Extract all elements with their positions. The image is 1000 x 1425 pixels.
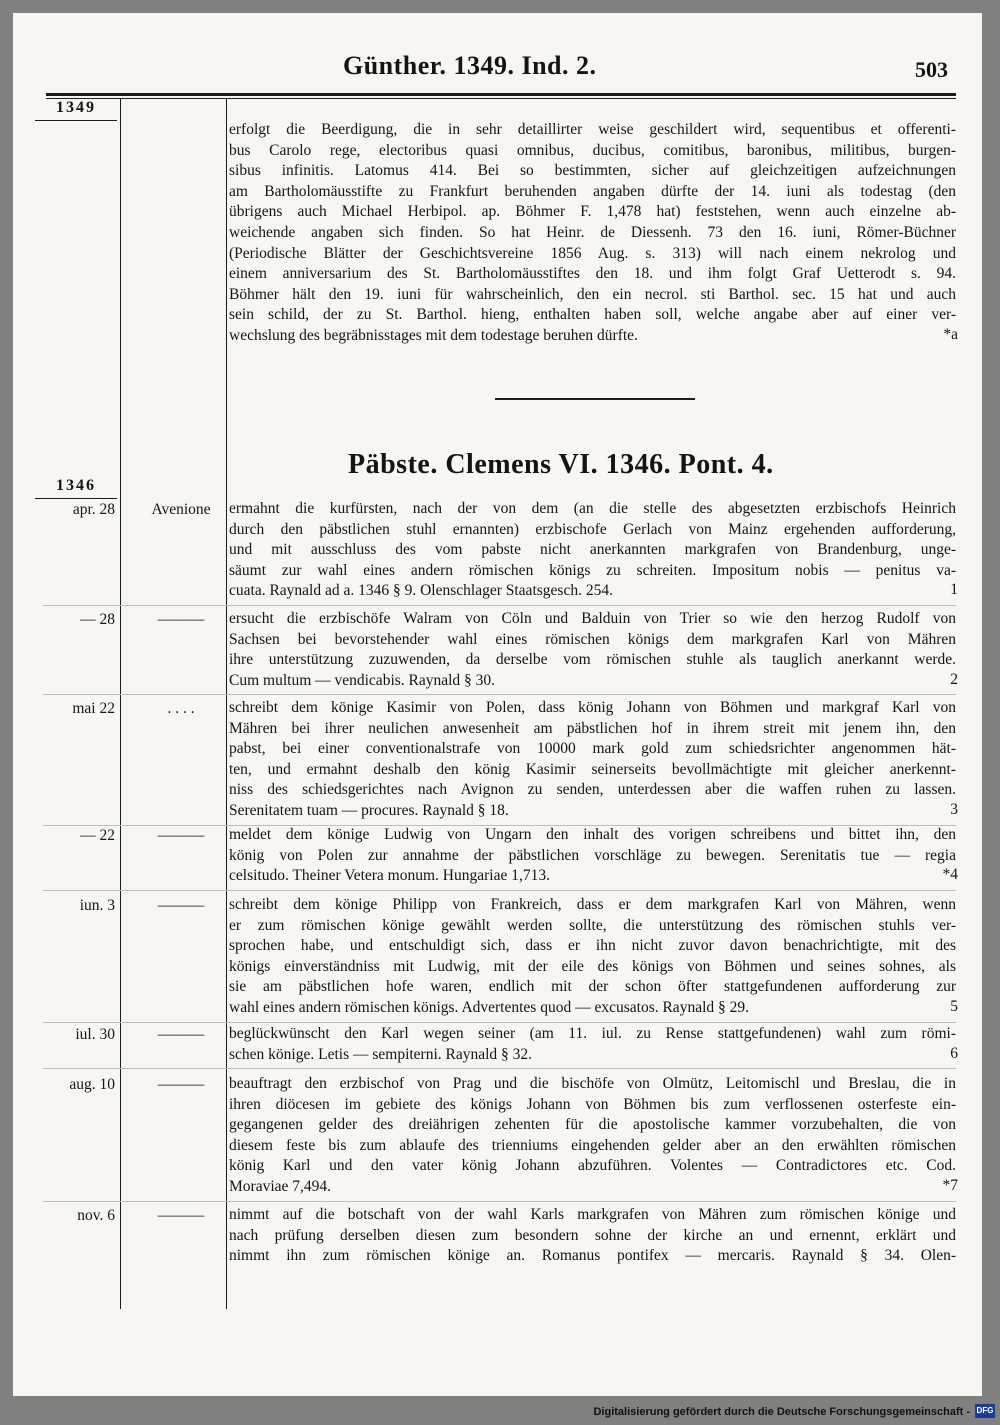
entry-number: 1 — [950, 581, 958, 599]
prev-text-line: sibus infinitis. Latomus 414. Bei so bestimmten, sicher auf gleichzeitigen aufzeichnungen — [229, 162, 956, 180]
entry-place: ——— — [157, 611, 205, 628]
entry-text-line: könig von Polen zur annahme der päbstlichen vorschläge zu bewegen. Serenitatis tue — regia — [229, 846, 956, 864]
entry-text-line: ihre unterstützung zuzuwenden, da derselbe vom römischen stuhle als tauglich anerkannt werde. — [229, 651, 956, 669]
entry-text-line: nach prüfung derselben diesen zum besondern sohne der kirche an und ernennt, erklärt und — [229, 1226, 956, 1244]
entry-separator — [43, 694, 956, 695]
entry-text-line: beauftragt den erzbischof von Prag und die bischöfe von Olmütz, Leitomischl und Breslau, die in — [229, 1075, 956, 1092]
entry-number: 5 — [950, 998, 958, 1015]
entry-date: aug. 10 — [69, 1076, 115, 1093]
entry-text-line: ten, und ermahnt deshalb den könig Kasimir seinerseits bevollmächtigte mit gleicher anerkennt- — [229, 760, 956, 778]
prev-text-line: übrigens auch Michael Herbipol. ap. Böhmer F. 1,478 hat) feststehen, wenn auch einzelne ab- — [229, 203, 956, 221]
entry-text-line: Mähren bei ihrer neulichen anwesenheit am päbstlichen hof in ihrem streit mit jenem ihn, den — [229, 719, 956, 737]
entry-text-line: Moraviae 7,494. — [229, 1178, 332, 1195]
entry-text-line: celsitudo. Theiner Vetera monum. Hungariae 1,713. — [229, 867, 550, 885]
prev-text-line: erfolgt die Beerdigung, die in sehr detaillirter weise geschildert wird, sequentibus et offerenti- — [229, 121, 956, 138]
entry-place: ——— — [157, 1076, 205, 1093]
prev-year-underline — [35, 120, 117, 121]
entry-number: 6 — [950, 1044, 958, 1062]
entry-text-line: sprochen habe, und entschuldigt sich, dass er ihn nicht zuvor davon benachrichtigte, mit des — [229, 937, 956, 955]
dfg-logo: DFG — [975, 1404, 995, 1418]
entry-text-line: königs einverständniss mit Ludwig, mit der eile des königs von Böhmen und seines sohnes, als — [229, 957, 956, 975]
entry-text-line: ersucht die erzbischöfe Walram von Cöln und Balduin von Trier so wie den herzog Rudolf von — [229, 610, 956, 627]
entry-text-line: gegangenen gelder des dreiährigen zehenten für die apostolische kammer vorzubehalten, die von — [229, 1116, 956, 1134]
entry-date: mai 22 — [72, 700, 115, 717]
entry-text-line: Sachsen bei bevorstehender wahl eines römischen königs dem markgrafen Karl von Mähren — [229, 630, 956, 648]
prev-text-line: einem anniversarium des St. Bartholomäusstiftes den 18. und ihm folgt Graf Uetterodt s. 94. — [229, 265, 956, 283]
entry-text-line: Cum multum — vendicabis. Raynald § 30. — [229, 671, 496, 689]
entry-text-line: meldet dem könige Ludwig von Ungarn den inhalt des vorigen schreibens und bittet ihn, den — [229, 826, 956, 843]
entry-number: 3 — [950, 801, 958, 818]
entry-text-line: durch den päbstlichen stuhl ernannten) erzbischofe Gerlach von Mainz ergehenden aufforderung, — [229, 520, 956, 538]
entry-separator — [43, 605, 956, 606]
prev-text-line: sein schild, der zu St. Barthol. hieng, enthalten haben soll, welche angabe aber auf einer ver- — [229, 306, 956, 324]
entry-text-line: könig Karl und den vater könig Johann abzuführen. Volentes — Contradictores etc. Cod. — [229, 1157, 956, 1175]
entry-date: iun. 3 — [79, 897, 115, 914]
entry-text-line: säumt zur wahl eines andern römischen königs zu schreiten. Impositum nobis — penitus va- — [229, 561, 956, 579]
entry-text-line: ermahnt die kurfürsten, nach der von dem (an die stelle des abgesetzten erzbischofs Heinrich — [229, 500, 956, 517]
entry-text-line: diesem feste bis zum ablaufe des trienniums eingehenden gelder aber an den erwählten römischen — [229, 1136, 956, 1154]
entry-date: apr. 28 — [72, 501, 115, 518]
entry-place: ——— — [157, 1207, 205, 1224]
entry-date: — 22 — [80, 827, 115, 844]
entry-text-line: wahl eines andern römischen königs. Advertentes quod — excusatos. Raynald § 29. — [229, 999, 749, 1016]
prev-text-line: wechslung des begräbnisstages mit dem todestage beruhen dürfte. — [229, 327, 638, 344]
entry-place: ——— — [157, 827, 205, 844]
entry-separator — [43, 1068, 956, 1069]
entry-text-line: nimmt auf die botschaft von der wahl Karls markgrafen von Mähren zum römischen könige und — [229, 1206, 956, 1223]
page-number: 503 — [915, 57, 948, 82]
entry-separator — [43, 1022, 956, 1023]
entry-number: *7 — [942, 1177, 958, 1194]
section-year-label: 1346 — [56, 477, 96, 494]
entry-text-line: Serenitatem tuam — procures. Raynald § 18. — [229, 802, 509, 819]
entry-date: iul. 30 — [75, 1026, 115, 1043]
entry-text-line: schen könige. Letis — sempiterni. Raynald § 32. — [229, 1045, 533, 1063]
section-divider — [495, 398, 695, 400]
entry-text-line: schreibt dem könige Philipp von Frankreich, dass er dem markgrafen Karl von Mähren, wenn — [229, 896, 956, 913]
entry-text-line: er zum römischen könige gewählt werden sollte, die unterstützung des römischen stuhls ver- — [229, 916, 956, 934]
entry-number: 2 — [950, 670, 958, 688]
entry-date: — 28 — [80, 611, 115, 628]
entry-place: ——— — [157, 897, 205, 914]
entry-separator — [43, 1201, 956, 1202]
prev-text-line: weichende angaben sich finden. So hat Heinr. de Diessenh. 73 den 16. iuni, Römer-Büchner — [229, 224, 956, 241]
book-page — [13, 13, 982, 1396]
entry-date: nov. 6 — [77, 1207, 115, 1224]
running-header — [13, 51, 982, 91]
entry-place: ——— — [157, 1026, 205, 1043]
entry-text-line: und mit ausschluss des vom pabste nicht anerkannten markgrafen von Brandenburg, unge- — [229, 541, 956, 559]
section-title: Päbste. Clemens VI. 1346. Pont. 4. — [348, 449, 774, 480]
running-title: Günther. 1349. Ind. 2. — [343, 51, 597, 80]
entry-text-line: beglückwünscht den Karl wegen seiner (am 11. iul. zu Rense stattgefundenen) wahl zum römi- — [229, 1025, 956, 1042]
entry-text-line: sie am päbstlichen hofe waren, endlich mit der schon öfter stattgefundenen aufforderung zur — [229, 978, 956, 996]
prev-entry-mark: *a — [943, 326, 958, 343]
section-year-underline — [35, 498, 117, 499]
header-rule-thin — [46, 98, 956, 99]
entry-text-line: ihren diöcesen im gebiete des königs Johann von Böhmen bis zum verflossenen osterfeste ein- — [229, 1095, 956, 1113]
prev-text-line: Böhmer hält den 19. iuni für wahrscheinlich, den ein necrol. sti Barthol. sec. 15 hat und auch — [229, 285, 956, 303]
prev-text-line: (Periodische Blätter der Geschichtsvereine 1856 Aug. s. 313) will nach einem nekrolog und — [229, 244, 956, 262]
prev-year-label: 1349 — [56, 99, 96, 116]
entry-place: . . . . — [167, 700, 195, 717]
footer-credit: Digitalisierung gefördert durch die Deutsche Forschungsgemeinschaft - — [593, 1406, 970, 1418]
entry-separator — [43, 890, 956, 891]
prev-text-line: am Bartholomäusstifte zu Frankfurt beruhenden angaben dürfte der 14. iuni als todestag (den — [229, 182, 956, 200]
entry-text-line: nimmt ihn zum römischen könige an. Romanus pontifex — mercaris. Raynald § 34. Olen- — [229, 1247, 956, 1265]
entry-text-line: cuata. Raynald ad a. 1346 § 9. Olenschlager Staatsgesch. 254. — [229, 582, 613, 600]
entry-text-line: niss des schiedsgerichtes nach Avignon zu senden, unterdessen aber die waffen ruhen zu lassen. — [229, 781, 956, 799]
prev-text-line: bus Carolo rege, electoribus quasi omnibus, ducibus, comitibus, baronibus, militibus, burgen- — [229, 141, 956, 159]
date-column-divider — [120, 99, 121, 1309]
header-rule — [46, 93, 956, 96]
entry-number: *4 — [942, 866, 958, 884]
entry-text-line: schreibt dem könige Kasimir von Polen, dass könig Johann von Böhmen und markgraf Karl von — [229, 699, 956, 716]
entry-place: Avenione — [151, 501, 211, 518]
entry-text-line: pabst, bei einer conventionalstrafe von 10000 mark gold zum schiedsrichter angenommen hät- — [229, 740, 956, 758]
